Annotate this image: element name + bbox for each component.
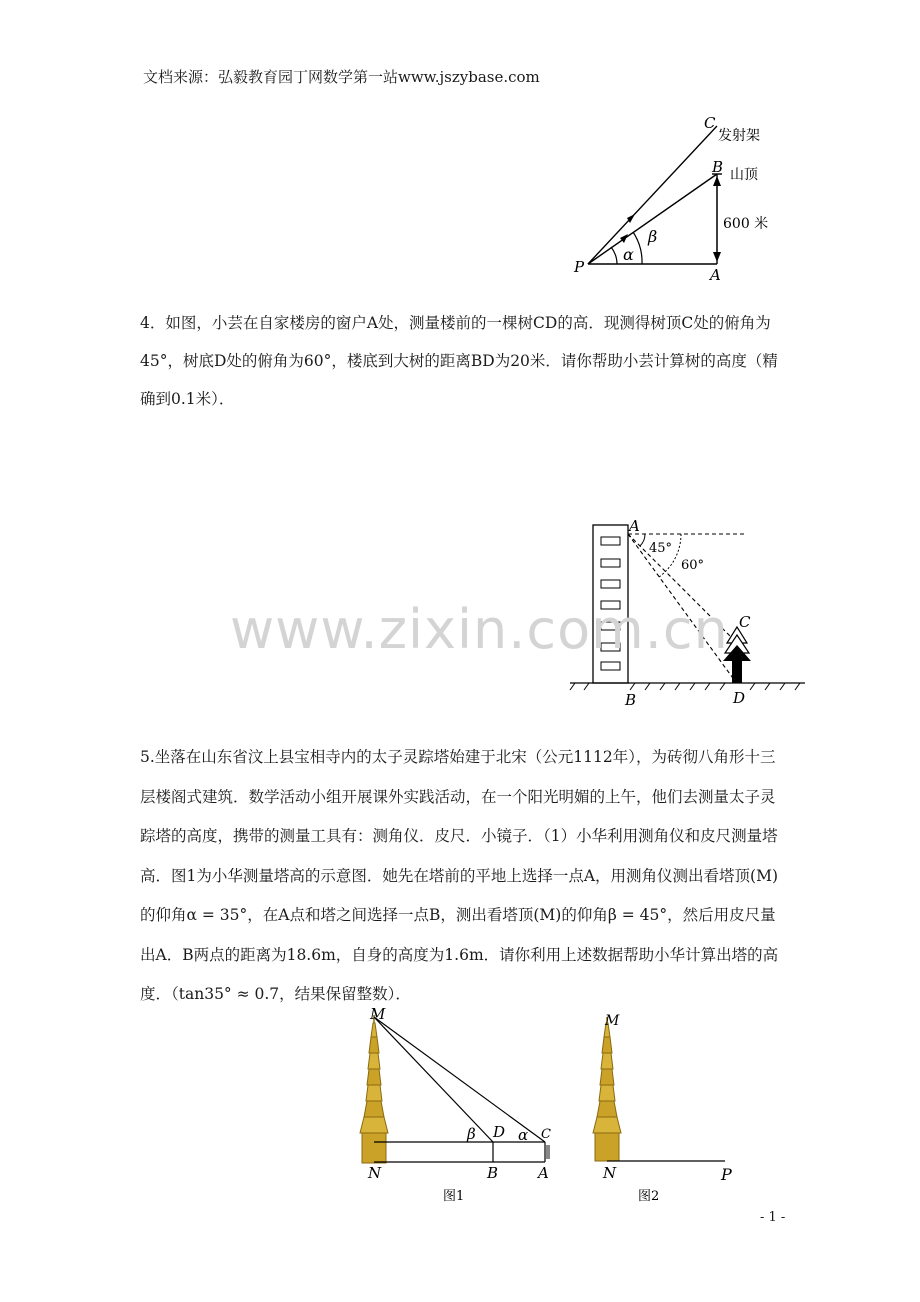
label-B: B: [712, 158, 724, 176]
label-P: P: [574, 258, 585, 276]
label-alpha: α: [518, 1126, 529, 1144]
label-alpha: α: [623, 245, 634, 264]
figure-1-tower-measurement: [350, 1005, 565, 1205]
label-height: 600 米: [723, 216, 769, 232]
watermark: www.zixin.com.cn: [230, 598, 729, 661]
page-number: - 1 -: [760, 1210, 786, 1225]
label-C: C: [704, 114, 716, 132]
label-mountain-top: 山顶: [730, 167, 758, 183]
label-A: A: [538, 1164, 549, 1182]
figure-2-tower: [585, 1005, 745, 1205]
label-D: D: [733, 689, 746, 707]
label-A: A: [710, 266, 721, 284]
label-D: D: [493, 1123, 506, 1141]
label-N: N: [368, 1164, 382, 1182]
label-C: C: [739, 613, 751, 631]
figure-2-caption: 图2: [638, 1189, 660, 1204]
label-P: P: [721, 1165, 732, 1184]
page-header: 文档来源：弘毅教育园丁网数学第一站www.jszybase.com: [143, 68, 540, 86]
figure-1-caption: 图1: [443, 1189, 465, 1204]
label-M: M: [605, 1013, 620, 1029]
label-B: B: [487, 1164, 499, 1182]
label-beta: β: [648, 227, 658, 246]
label-tower: 发射架: [718, 128, 760, 144]
label-N: N: [603, 1164, 617, 1182]
label-60: 60°: [681, 558, 705, 573]
pagoda-icon: [593, 1017, 621, 1161]
question-5: 5.坐落在山东省汶上县宝相寺内的太子灵踪塔始建于北宋（公元1112年），为砖彻八角形十三层楼阁式建筑．数学活动小组开展课外实践活动，在一个阳光明媚的上午，他们去测量太子灵踪塔的高度，携带的测量工具有：测角仪．皮尺．小镜子．（1）小华利用测角仪和皮尺测量塔高．图1为小华测量塔高的示意图．她先在塔前的平地上选择一点A，用测角仪测出看塔顶(M)的仰角α = 35°，在A点和塔之间选择一点B，测出看塔顶(M)的仰角β = 45°，然后用皮尺量出A．B两点的距离为18.6m，自身的高度为1.6m．请你利用上述数据帮助小华计算出塔的高度．（tan35° ≈ 0.7，结果保留整数）．: [140, 748, 779, 1003]
label-B: B: [625, 691, 637, 709]
pagoda-icon: [360, 1015, 388, 1163]
label-C: C: [541, 1127, 551, 1142]
label-45: 45°: [649, 541, 673, 556]
question-4: 4．如图，小芸在自家楼房的窗户A处，测量楼前的一棵树CD的高．现测得树顶C处的俯角为45°，树底D处的俯角为60°，楼底到大树的距离BD为20米．请你帮助小芸计算树的高度（精确到0.1米）．: [140, 314, 778, 408]
label-beta: β: [467, 1125, 476, 1143]
label-A: A: [629, 517, 640, 535]
figure-mountain-tower: [560, 110, 790, 285]
label-M: M: [370, 1005, 386, 1023]
